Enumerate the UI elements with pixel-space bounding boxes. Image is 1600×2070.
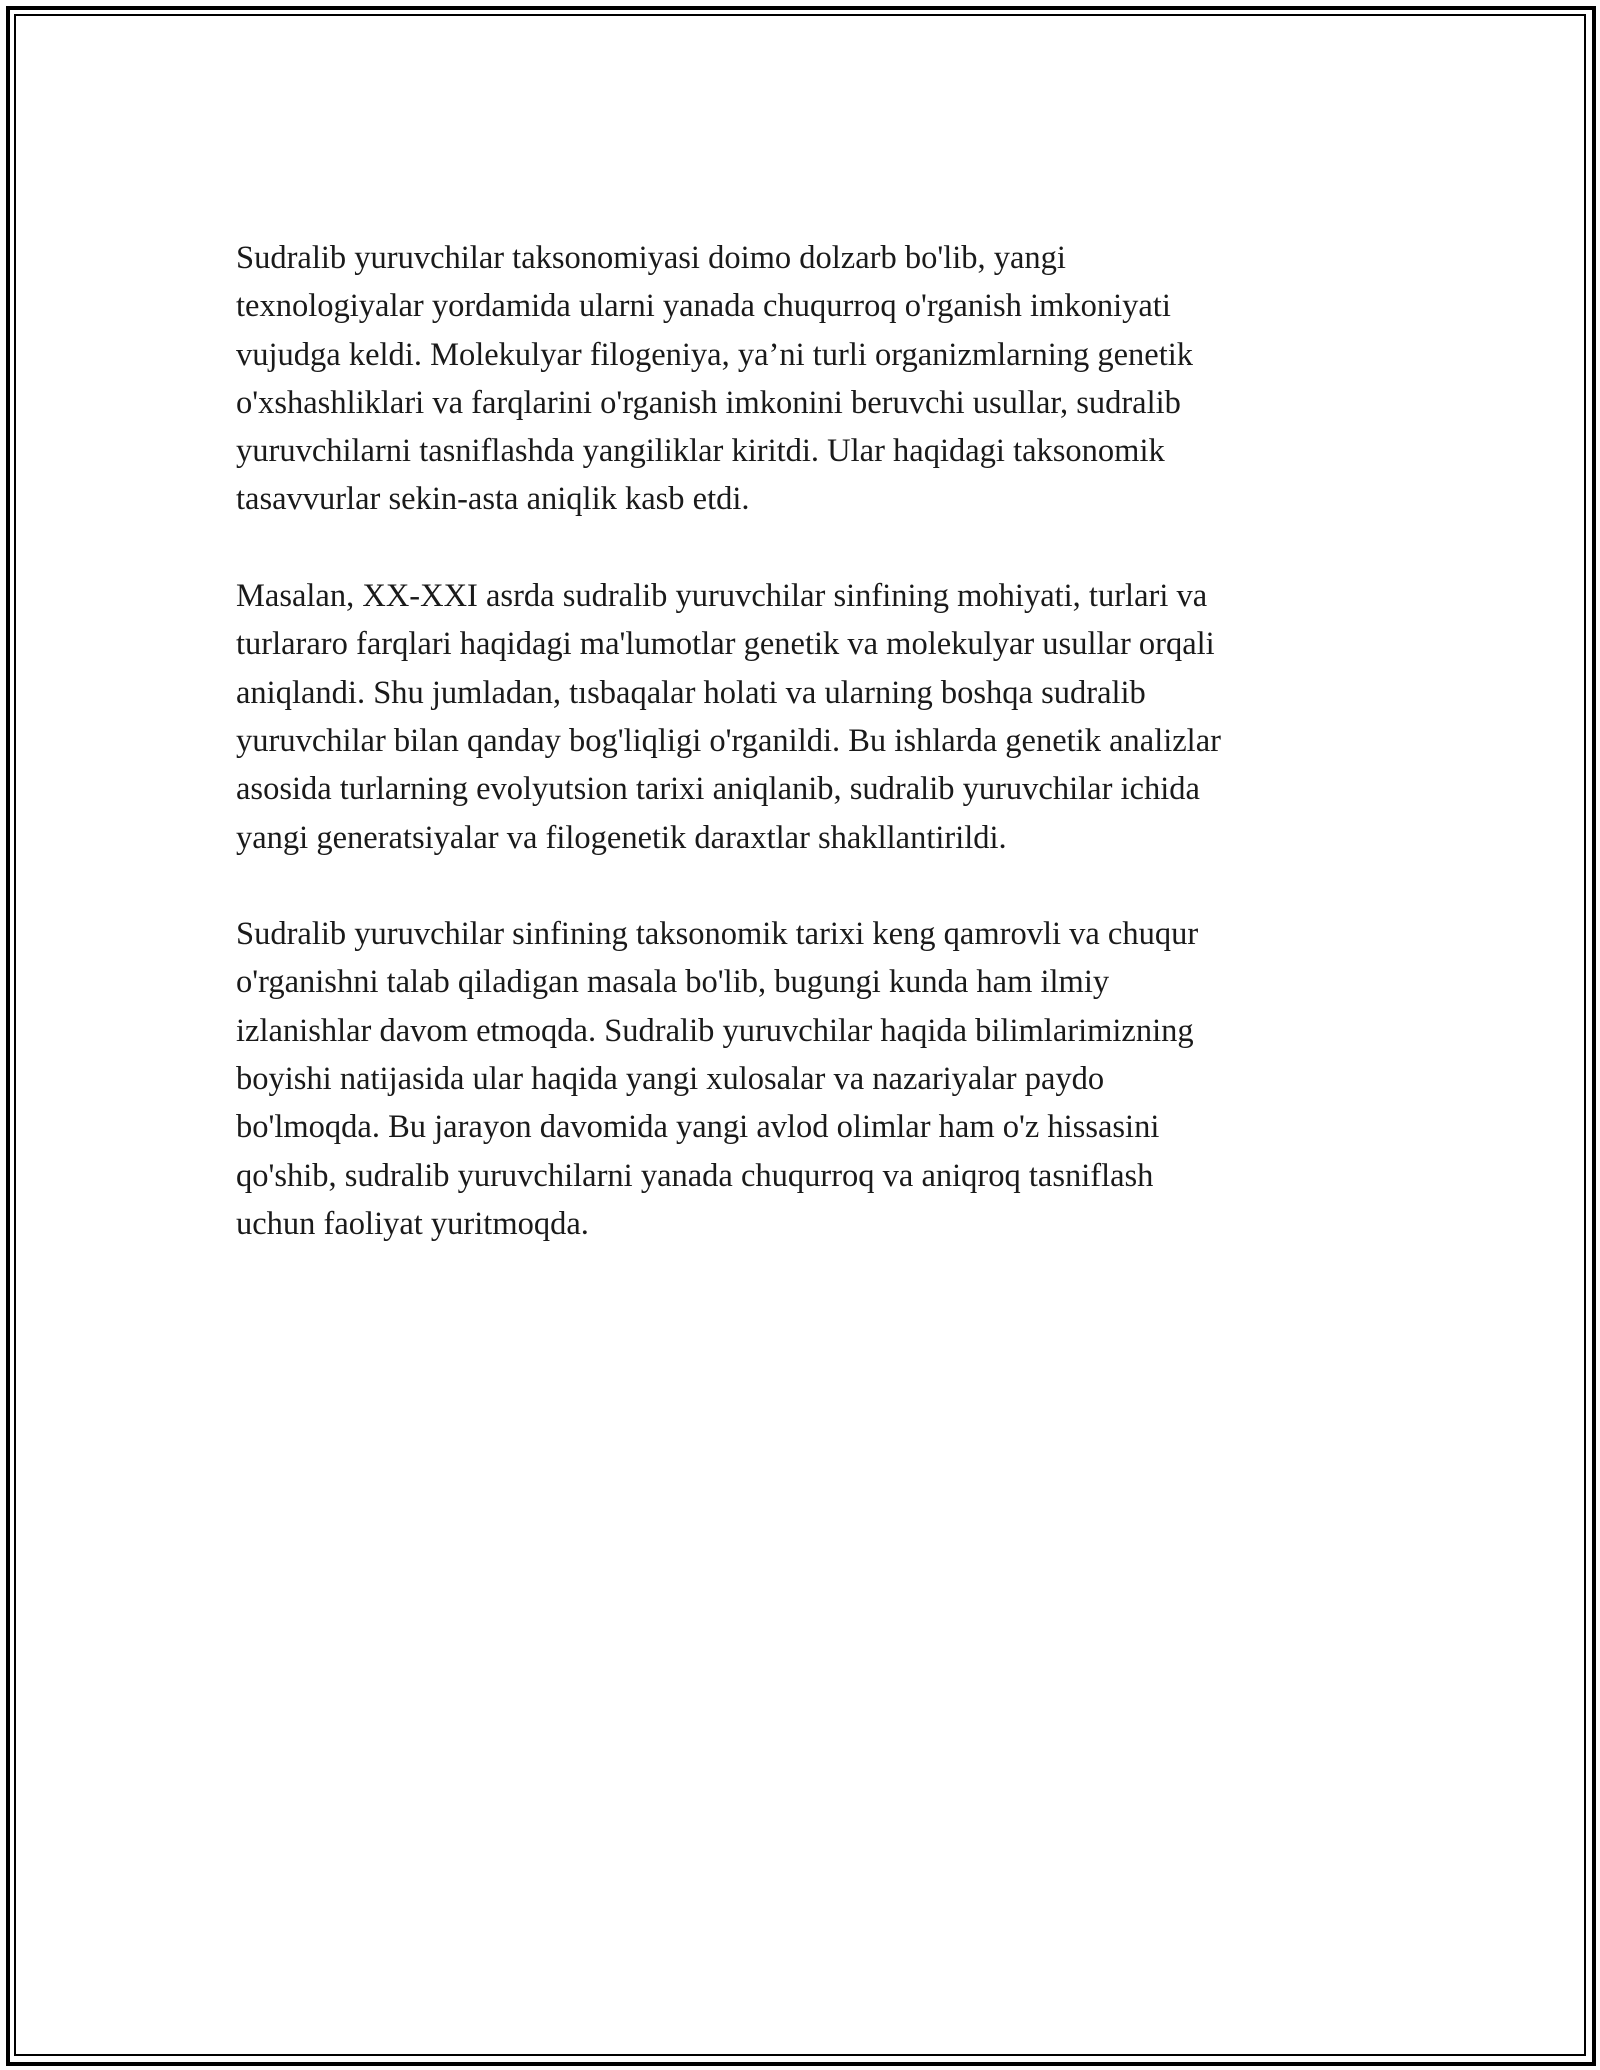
text-line: bo'lmoqda. Bu jarayon davomida yangi avlod olimlar ham o'z hissasini [236, 1109, 1160, 1146]
text-line: o'rganishni talab qiladigan masala bo'lib, bugungi kunda ham ilmiy [236, 964, 1110, 1001]
text-line: aniqlandi. Shu jumladan, tısbaqalar holati va ularning boshqa sudralib [236, 674, 1146, 711]
text-line: yangi generatsiyalar va filogenetik daraxtlar shakllantirildi. [236, 819, 1007, 856]
text-line: uchun faoliyat yuritmoqda. [236, 1205, 589, 1242]
text-line: vujudga keldi. Molekulyar filogeniya, ya’ni turli organizmlarning genetik [236, 336, 1194, 373]
text-line: izlanishlar davom etmoqda. Sudralib yuruvchilar haqida bilimlarimizning [236, 1012, 1194, 1049]
document-body [236, 234, 1376, 1297]
paragraph-2 [236, 572, 1376, 862]
text-line: qo'shib, sudralib yuruvchilarni yanada chuqurroq va aniqroq tasniflash [236, 1157, 1154, 1194]
text-line: turlararo farqlari haqidagi ma'lumotlar genetik va molekulyar usullar orqali [236, 626, 1215, 663]
text-line: yuruvchilar bilan qanday bog'liqligi o'rganildi. Bu ishlarda genetik analizlar [236, 722, 1221, 759]
text-line: Sudralib yuruvchilar taksonomiyasi doimo dolzarb bo'lib, yangi [236, 240, 1066, 276]
text-line: o'xshashliklari va farqlarini o'rganish imkonini beruvchi usullar, sudralib [236, 384, 1181, 421]
text-line: Sudralib yuruvchilar sinfining taksonomik tarixi keng qamrovli va chuqur [236, 916, 1199, 953]
text-line: texnologiyalar yordamida ularni yanada chuqurroq o'rganish imkoniyati [236, 288, 1171, 325]
paragraph-1 [236, 234, 1376, 524]
text-line: asosida turlarning evolyutsion tarixi aniqlanib, sudralib yuruvchilar ichida [236, 771, 1200, 808]
text-line: Masalan, XX-XXI asrda sudralib yuruvchilar sinfining mohiyati, turlari va [236, 578, 1208, 615]
text-line: boyishi natijasida ular haqida yangi xulosalar va nazariyalar paydo [236, 1061, 1105, 1098]
paragraph-3 [236, 910, 1376, 1248]
text-line: yuruvchilarni tasniflashda yangiliklar kiritdi. Ular haqidagi taksonomik [236, 433, 1165, 470]
text-line: tasavvurlar sekin-asta aniqlik kasb etdi. [236, 481, 750, 518]
